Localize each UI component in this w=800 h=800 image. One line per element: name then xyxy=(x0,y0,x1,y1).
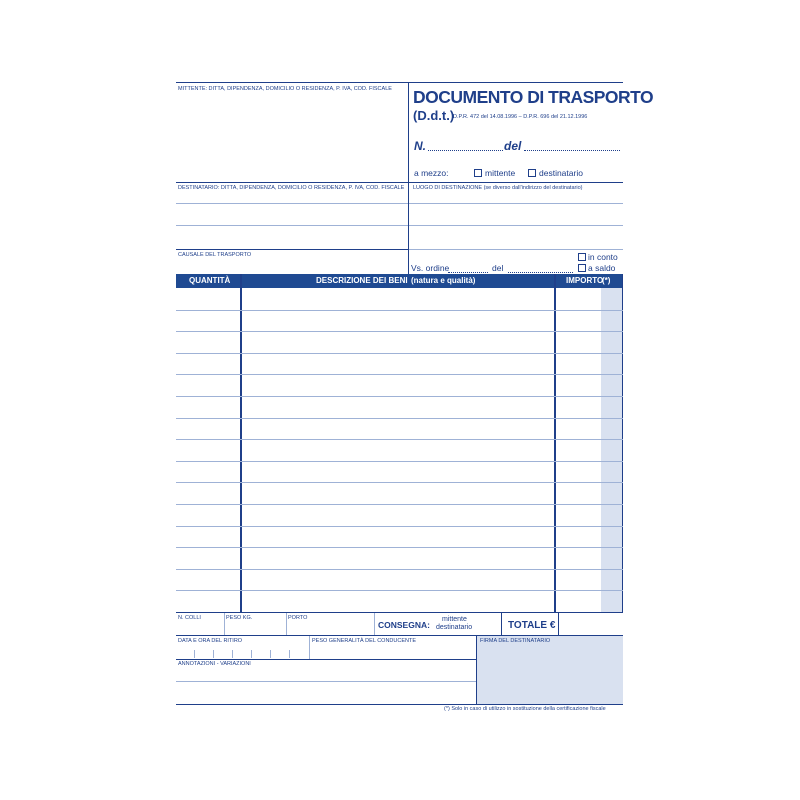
table-row-line xyxy=(176,569,623,570)
in-conto-checkbox[interactable] xyxy=(578,253,586,261)
totale-label: TOTALE € xyxy=(508,620,556,631)
destinatario-line xyxy=(176,225,408,226)
ordine-field[interactable] xyxy=(448,272,488,273)
number-field[interactable] xyxy=(428,150,503,151)
document-title: DOCUMENTO DI TRASPORTO xyxy=(413,87,654,107)
totale-box-left xyxy=(501,613,502,635)
header-separator xyxy=(176,182,623,183)
footer-divider xyxy=(374,613,375,635)
firma-destinatario-label: FIRMA DEL DESTINATARIO xyxy=(480,638,551,644)
quantita-column-divider xyxy=(240,274,242,612)
mezzo-label: a mezzo: xyxy=(414,168,449,178)
vertical-divider-top xyxy=(408,82,409,274)
in-conto-label: in conto xyxy=(588,252,618,262)
table-row-line xyxy=(176,590,623,591)
luogo-line xyxy=(409,225,623,226)
date-segment-tick xyxy=(194,650,195,658)
table-row-line xyxy=(176,461,623,462)
destinatario-checkbox[interactable] xyxy=(528,169,536,177)
quantita-header: QUANTITÀ xyxy=(189,276,231,285)
consegna-mittente: mittente xyxy=(442,616,467,623)
luogo-line xyxy=(409,203,623,204)
destinatario-label: DESTINATARIO: DITTA, DIPENDENZA, DOMICILIO O RESIDENZA, P. IVA, COD. FISCALE xyxy=(178,185,405,191)
descrizione-header: DESCRIZIONE DEI BENI xyxy=(316,276,408,285)
footer-bottom-border xyxy=(176,704,623,705)
annotazioni-line xyxy=(176,681,476,682)
table-bottom-border xyxy=(176,612,623,613)
luogo-destinazione-label: LUOGO DI DESTINAZIONE (se diverso dall'indirizzo del destinatario) xyxy=(413,185,583,191)
date-segment-tick xyxy=(251,650,252,658)
destinatario-option-label: destinatario xyxy=(539,168,583,178)
table-row-line xyxy=(176,439,623,440)
data-ritiro-label: DATA E ORA DEL RITIRO xyxy=(178,638,243,644)
footer-divider xyxy=(309,636,310,659)
footnote: (*) Solo in caso di utilizzo in sostituzione della certificazione fiscale xyxy=(444,706,606,712)
date-segment-tick xyxy=(270,650,271,658)
causale-label: CAUSALE DEL TRASPORTO xyxy=(178,252,252,258)
firma-destinatario-area[interactable] xyxy=(477,636,623,704)
table-row-line xyxy=(176,353,623,354)
top-border xyxy=(176,82,623,83)
table-row-line xyxy=(176,418,623,419)
date-label: del xyxy=(504,139,522,153)
importo-column-divider xyxy=(554,274,556,612)
annotazioni-label: ANNOTAZIONI - VARIAZIONI xyxy=(178,661,251,667)
table-row-line xyxy=(176,310,623,311)
table-row-line xyxy=(176,331,623,332)
document-subtitle: (D.d.t.) xyxy=(413,108,455,123)
a-saldo-checkbox[interactable] xyxy=(578,264,586,272)
descrizione-note: (natura e qualità) xyxy=(411,276,476,285)
mittente-checkbox[interactable] xyxy=(474,169,482,177)
importo-footnote-mark: (*) xyxy=(602,276,611,285)
consegna-label: CONSEGNA: xyxy=(378,620,430,630)
date-segment-tick xyxy=(232,650,233,658)
date-segment-tick xyxy=(289,650,290,658)
table-row-line xyxy=(176,526,623,527)
porto-label: PORTO xyxy=(288,615,308,621)
mittente-label: MITTENTE: DITTA, DIPENDENZA, DOMICILIO O RESIDENZA, P. IVA, COD. FISCALE xyxy=(178,86,392,92)
destinatario-line xyxy=(176,203,408,204)
right-border xyxy=(622,274,623,612)
ordine-label: Vs. ordine xyxy=(411,263,450,273)
footer-divider xyxy=(224,613,225,635)
consegna-destinatario: destinatario xyxy=(436,624,473,631)
date-field[interactable] xyxy=(524,150,620,151)
table-row-line xyxy=(176,547,623,548)
decree-reference: D.P.R. 472 del 14.08.1996 – D.P.R. 696 del 21.12.1996 xyxy=(453,114,588,120)
n-colli-label: N. COLLI xyxy=(178,615,201,621)
date-segment-tick xyxy=(213,650,214,658)
mittente-option-label: mittente xyxy=(485,168,516,178)
importo-header: IMPORTO xyxy=(566,276,604,285)
totale-box-divider xyxy=(558,613,559,635)
importo-shaded-column xyxy=(601,288,623,612)
transport-document-form xyxy=(176,82,654,712)
table-row-line xyxy=(176,374,623,375)
table-row-line xyxy=(176,504,623,505)
a-saldo-label: a saldo xyxy=(588,263,616,273)
footer-row2-bottom xyxy=(176,659,476,660)
ordine-date-field[interactable] xyxy=(508,272,573,273)
table-row-line xyxy=(176,482,623,483)
causale-separator xyxy=(176,249,408,250)
footer-divider xyxy=(286,613,287,635)
peso-label: PESO KG. xyxy=(226,615,253,621)
number-label: N. xyxy=(414,139,426,153)
luogo-line xyxy=(409,249,623,250)
ordine-date-label: del xyxy=(492,263,504,273)
conducente-label: PESO GENERALITÀ DEL CONDUCENTE xyxy=(312,638,417,644)
table-row-line xyxy=(176,396,623,397)
